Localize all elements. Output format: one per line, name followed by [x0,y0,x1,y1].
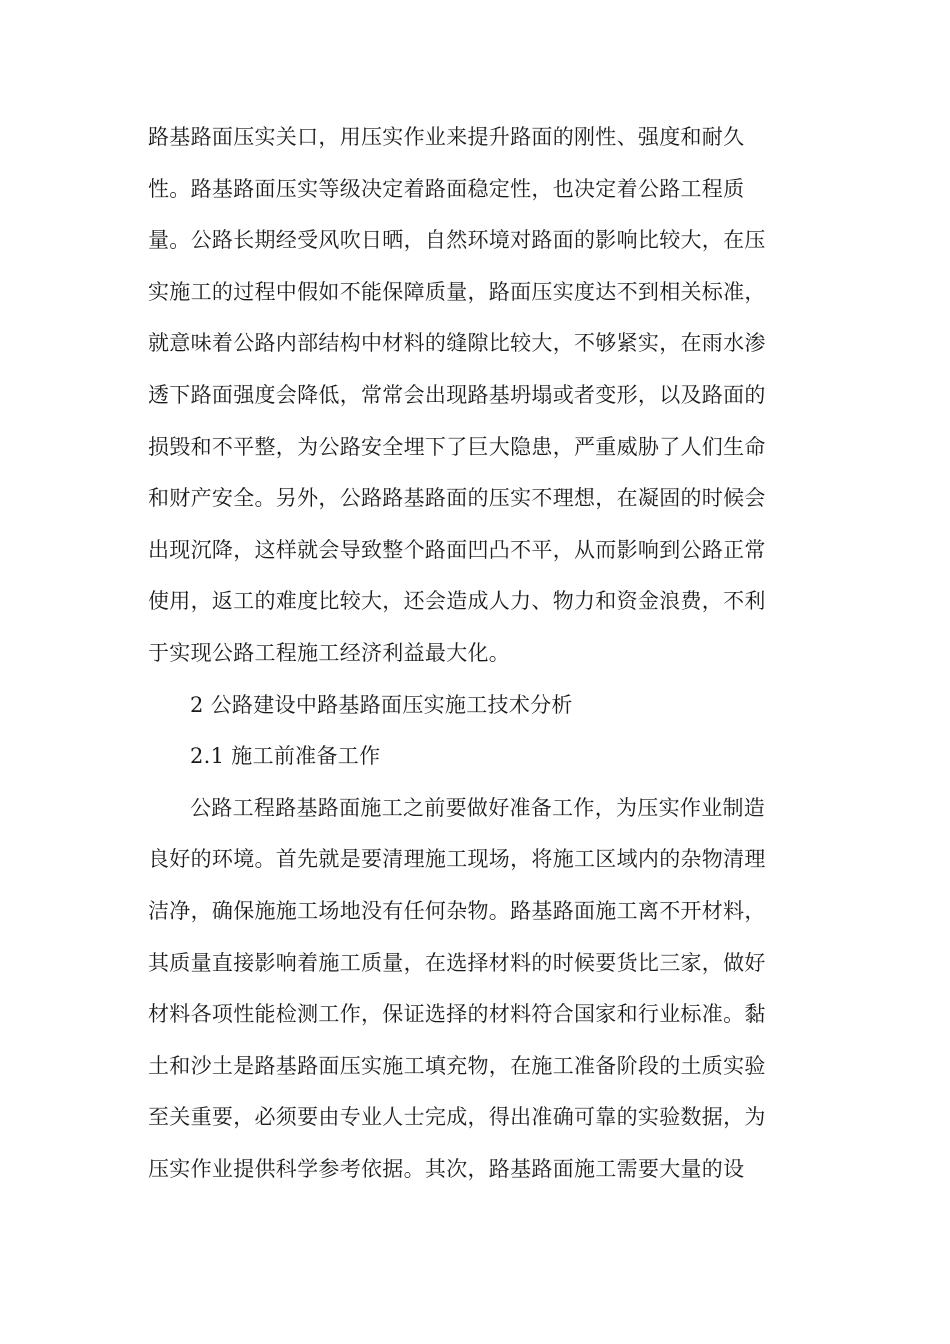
text-line: 材料各项性能检测工作，保证选择的材料符合国家和行业标准。黏 [148,1002,766,1027]
document-body [148,112,808,1195]
text-line: 洁净，确保施施工场地没有任何杂物。路基路面施工离不开材料， [148,898,766,923]
text-line: 透下路面强度会降低，常常会出现路基坍塌或者变形，以及路面的 [148,382,766,407]
text-line: 量。公路长期经受风吹日晒，自然环境对路面的影响比较大，在压 [148,228,766,253]
text-line: 出现沉降，这样就会导致整个路面凹凸不平，从而影响到公路正常 [148,537,766,562]
text-line: 性。路基路面压实等级决定着路面稳定性，也决定着公路工程质 [148,176,745,201]
text-line: 就意味着公路内部结构中材料的缝隙比较大，不够紧实，在雨水渗 [148,331,766,356]
text-line: 路基路面压实关口，用压实作业来提升路面的刚性、强度和耐久 [148,125,745,149]
text-line: 土和沙土是路基路面压实施工填充物，在施工准备阶段的土质实验 [148,1053,766,1078]
text-line: 至关重要，必须要由专业人士完成，得出准确可靠的实验数据，为 [148,1105,766,1130]
paragraph-2 [148,783,808,1196]
text-line: 和财产安全。另外，公路路基路面的压实不理想，在凝固的时候会 [148,486,766,511]
text-line: 公路工程路基路面施工之前要做好准备工作，为压实作业制造 [190,795,766,820]
text-line: 其质量直接影响着施工质量，在选择材料的时候要货比三家，做好 [148,950,766,975]
section-heading: 2 公路建设中路基路面压实施工技术分析 [190,692,573,717]
text-line: 良好的环境。首先就是要清理施工现场，将施工区域内的杂物清理 [148,847,766,872]
text-line: 压实作业提供科学参考依据。其次，路基路面施工需要大量的设 [148,1156,745,1181]
text-line: 损毁和不平整，为公路安全埋下了巨大隐患，严重威胁了人们生命 [148,434,766,459]
subsection-heading: 2.1 施工前准备工作 [190,744,381,769]
text-line: 使用，返工的难度比较大，还会造成人力、物力和资金浪费，不利 [148,589,766,614]
paragraph-1 [148,112,808,680]
text-line: 于实现公路工程施工经济利益最大化。 [148,640,511,665]
text-line: 实施工的过程中假如不能保障质量，路面压实度达不到相关标准， [148,279,766,304]
